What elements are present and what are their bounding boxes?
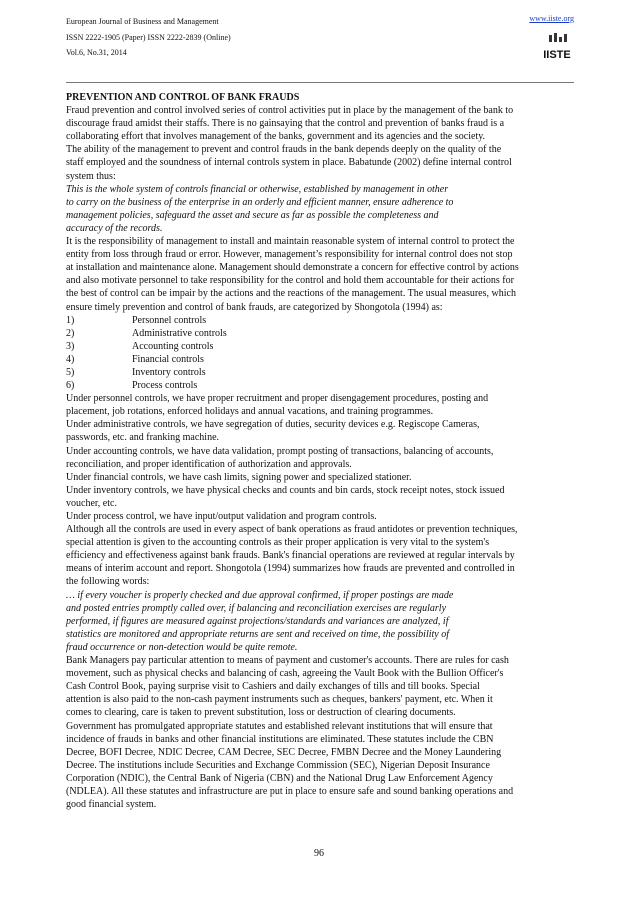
list-number: 4) xyxy=(66,353,75,365)
list-text: Inventory controls xyxy=(132,366,206,378)
text-line: reconciliation, and proper identification of authorization and approvals. xyxy=(66,458,352,470)
list-item xyxy=(66,379,574,392)
list-item xyxy=(66,353,574,366)
text-line: Under administrative controls, we have segregation of duties, security devices e.g. Regiscope Cameras, xyxy=(66,419,480,431)
volume-line: Vol.6, No.31, 2014 xyxy=(66,48,127,57)
text-line: at installation and maintenance alone. Management should demonstrate a concern for effective control by actions xyxy=(66,262,519,274)
quote-line: … if every voucher is properly checked and due approval confirmed, if proper postings are made xyxy=(66,589,454,601)
logo-wordmark: IISTE xyxy=(543,49,571,61)
text-line: Cash Control Book, paying surprise visit to Cashiers and daily exchanges of tills and till books. Special xyxy=(66,681,480,693)
page-header xyxy=(66,14,574,80)
text-line: collaborating effort that involves management of the banks, government and its agencies and the society. xyxy=(66,131,486,143)
text-line: passwords, etc. and franking machine. xyxy=(66,432,220,444)
list-number: 5) xyxy=(66,366,75,378)
page-number: 96 xyxy=(314,848,324,859)
text-line: placement, job rotations, enforced holidays and annual vacations, and training programmes. xyxy=(66,406,434,418)
quote-line: accuracy of the records. xyxy=(66,222,163,234)
text-line: movement, such as physical checks and balancing of cash, agreeing the Vault Book with the Bullion Officer's xyxy=(66,668,504,680)
list-item xyxy=(66,327,574,340)
text-line: incidence of frauds in banks and other financial institutions are eliminated. These statutes include the CBN xyxy=(66,733,494,745)
text-line: good financial system. xyxy=(66,799,157,811)
quote-line: management policies, safeguard the asset and secure as far as possible the completeness and xyxy=(66,209,439,221)
list-text: Personnel controls xyxy=(132,314,207,326)
article-body xyxy=(66,91,574,811)
quote-line: This is the whole system of controls financial or otherwise, established by management in other xyxy=(66,183,449,195)
list-text: Process controls xyxy=(132,380,198,392)
text-line: Under accounting controls, we have data validation, prompt posting of transactions, balancing of accounts, xyxy=(66,445,494,457)
text-line: the best of control can be impair by the actions and the reactions of the management. The usual measures, which xyxy=(66,288,516,300)
issn-line: ISSN 2222-1905 (Paper) ISSN 2222-2839 (Online) xyxy=(66,32,231,42)
header-divider xyxy=(66,82,574,83)
quote-line: fraud occurrence or non-detection would be quite remote. xyxy=(66,641,298,653)
list-number: 6) xyxy=(66,380,75,392)
text-line: Corporation (NDIC), the Central Bank of Nigeria (CBN) and the National Drug Law Enforcement Agency xyxy=(66,772,493,784)
text-line: special attention is given to the accounting controls as their proper application is very vital to the system's xyxy=(66,537,490,549)
text-line: Under personnel controls, we have proper recruitment and proper disengagement procedures, posting and xyxy=(66,393,489,405)
list-number: 2) xyxy=(66,327,75,339)
list-number: 1) xyxy=(66,314,75,326)
text-line: efficiency and effectiveness against bank frauds. Bank's financial operations are reviewed at regular intervals by xyxy=(66,550,515,562)
text-line: Government has promulgated appropriate statutes and established relevant institutions that will ensure that xyxy=(66,720,493,732)
text-line: comes to clearing, care is taken to prevent substitution, loss or destruction of clearing documents. xyxy=(66,707,456,719)
journal-name: European Journal of Business and Management xyxy=(66,17,219,26)
text-line: Fraud prevention and control involved series of control activities put in place by the management of the bank to xyxy=(66,105,514,117)
quote-line: performed, if figures are measured against projections/standards and variances are analyzed, if xyxy=(66,615,449,627)
text-line: (NDLEA). All these statutes and infrastructure are put in place to ensure safe and sound banking operations and xyxy=(66,785,514,797)
list-item xyxy=(66,314,574,327)
text-line: ensure timely prevention and control of bank frauds, are categorized by Shongotola (1994) as: xyxy=(66,301,443,313)
text-line: It is the responsibility of management to install and maintain reasonable system of internal control to protect the xyxy=(66,236,515,248)
text-line: and also motivate personnel to take responsibility for the control and hold them accountable for their actions for xyxy=(66,275,514,287)
text-line: Bank Managers pay particular attention to means of payment and customer's accounts. There are rules for cash xyxy=(66,655,509,667)
list-text: Administrative controls xyxy=(132,327,227,339)
text-line: Under process control, we have input/output validation and program controls. xyxy=(66,511,377,522)
iiste-logo xyxy=(540,31,574,61)
text-line: Decree, BOFI Decree, NDIC Decree, CAM Decree, SEC Decree, FMBN Decree and the Money Laundering xyxy=(66,746,502,758)
text-line: attention is also paid to the non-cash payment instruments such as cheques, bankers' payment, etc. When it xyxy=(66,694,493,706)
text-line: Decree. The institutions include Securities and Exchange Commission (SEC), Nigerian Deposit Insurance xyxy=(66,759,490,771)
text-line: Under financial controls, we have cash limits, signing power and specialized stationer. xyxy=(66,471,412,483)
list-text: Financial controls xyxy=(132,353,204,365)
text-line: Under inventory controls, we have physical checks and counts and bin cards, stock receipt notes, stock issued xyxy=(66,484,505,496)
text-line: entity from loss through fraud or error. However, management’s responsibility for internal control does not stop xyxy=(66,249,513,261)
list-text: Accounting controls xyxy=(132,340,214,352)
section-title: PREVENTION AND CONTROL OF BANK FRAUDS xyxy=(66,92,300,103)
text-line: Although all the controls are used in every aspect of bank operations as fraud antidotes or prevention techniques, xyxy=(66,524,518,536)
quote-line: statistics are monitored and appropriate returns are sent and received on time, the possibility of xyxy=(66,628,450,640)
text-line: means of interim account and report. Shongotola (1994) summarizes how frauds are prevented and controlled in xyxy=(66,563,515,575)
list-number: 3) xyxy=(66,340,75,352)
list-item xyxy=(66,340,574,353)
list-item xyxy=(66,366,574,379)
journal-url-link[interactable]: www.iiste.org xyxy=(529,14,574,23)
text-line: discourage fraud amidst their staffs. There is no gainsaying that the control and prevention of banks fraud is a xyxy=(66,118,505,130)
text-line: the following words: xyxy=(66,576,150,588)
text-line: system thus: xyxy=(66,170,116,182)
text-line: The ability of the management to prevent and control frauds in the bank depends deeply on the quality of the xyxy=(66,144,502,156)
quote-line: to carry on the business of the enterprise in an orderly and efficient manner, ensure adherence to xyxy=(66,196,454,208)
quote-line: and posted entries promptly called over, if balancing and reconciliation exercises are regularly xyxy=(66,602,447,614)
text-line: voucher, etc. xyxy=(66,497,117,509)
text-line: staff employed and the soundness of internal controls system in place. Babatunde (2002) define internal control xyxy=(66,157,512,169)
